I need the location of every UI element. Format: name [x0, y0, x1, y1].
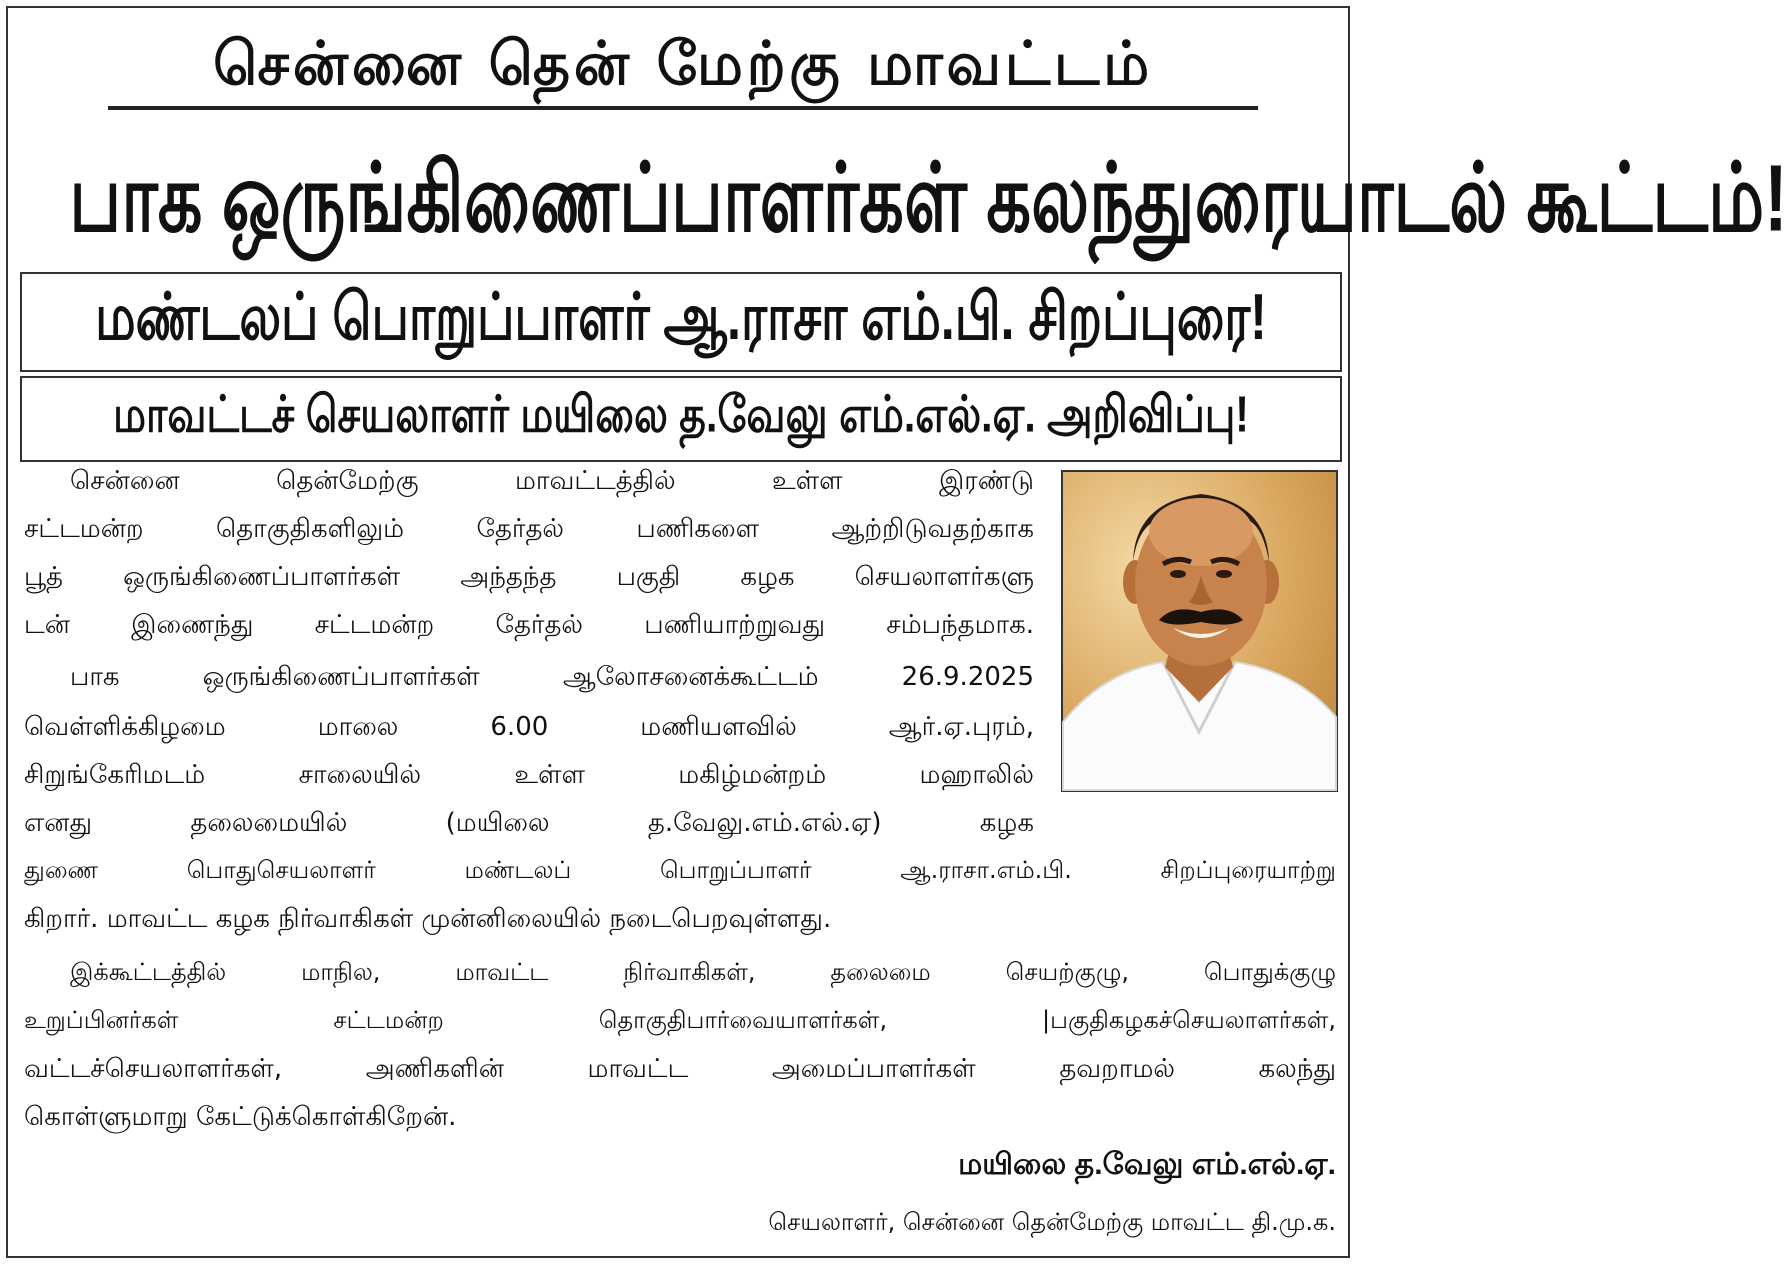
announcement-box: [20, 376, 1342, 462]
portrait-photo: [1061, 470, 1338, 792]
signatory-name: மயிலை த.வேலு எம்.எல்.ஏ.: [958, 1148, 1336, 1181]
para2-line2: வெள்ளிக்கிழமை மாலை 6.00 மணியளவில் ஆர்.ஏ.புரம்,: [24, 712, 1034, 742]
para2-line6: கிறார். மாவட்ட கழக நிர்வாகிகள் முன்னிலையில் நடைபெறவுள்ளது.: [24, 904, 832, 934]
portrait-illustration: [1063, 472, 1336, 790]
special-address-text: மண்டலப் பொறுப்பாளர் ஆ.ராசா எம்.பி. சிறப்புரை!: [95, 281, 1267, 354]
district-title: சென்னை தென் மேற்கு மாவட்டம்: [213, 29, 1153, 99]
para2-line1: பாக ஒருங்கிணைப்பாளர்கள் ஆலோசனைக்கூட்டம் 26.9.2025: [70, 662, 1034, 692]
signatory-designation: செயலாளர், சென்னை தென்மேற்கு மாவட்ட தி.மு.க.: [768, 1208, 1336, 1236]
para1-line3: பூத் ஒருங்கிணைப்பாளர்கள் அந்தந்த பகுதி கழக செயலாளர்களு: [24, 562, 1034, 592]
para3-line1: இக்கூட்டத்தில் மாநில, மாவட்ட நிர்வாகிகள், தலைமை செயற்குழு, பொதுக்குழு: [70, 958, 1336, 986]
special-address-box: [20, 272, 1342, 372]
para1-line4: டன் இணைந்து சட்டமன்ற தேர்தல் பணியாற்றுவது சம்பந்தமாக.: [24, 610, 1034, 640]
para3-line3: வட்டச்செயலாளர்கள், அணிகளின் மாவட்ட அமைப்பாளர்கள் தவறாமல் கலந்து: [24, 1054, 1336, 1084]
para2-line3: சிறுங்கேரிமடம் சாலையில் உள்ள மகிழ்மன்றம் மஹாலில்: [24, 760, 1034, 790]
announcement-text: மாவட்டச் செயலாளர் மயிலை த.வேலு எம்.எல்.ஏ. அறிவிப்பு!: [113, 386, 1249, 444]
title-underline: [108, 106, 1258, 110]
para3-line2: உறுப்பினர்கள் சட்டமன்ற தொகுதிபார்வையாளர்கள், |பகுதிகழகச்செயலாளர்கள்,: [24, 1006, 1336, 1034]
para2-line5: துணை பொதுசெயலாளர் மண்டலப் பொறுப்பாளர் ஆ.ராசா.எம்.பி. சிறப்புரையாற்று: [24, 856, 1336, 884]
para1-line2: சட்டமன்ற தொகுதிகளிலும் தேர்தல் பணிகளை ஆற்றிடுவதற்காக: [24, 514, 1034, 544]
meeting-title: பாக ஒருங்கிணைப்பாளர்கள் கலந்துரையாடல் கூட்டம்!: [69, 145, 1788, 252]
para1-line1: சென்னை தென்மேற்கு மாவட்டத்தில் உள்ள இரண்டு: [70, 466, 1034, 496]
para3-line4: கொள்ளுமாறு கேட்டுக்கொள்கிறேன்.: [24, 1102, 457, 1132]
para2-line4: எனது தலைமையில் (மயிலை த.வேலு.எம்.எல்.ஏ) கழக: [24, 808, 1034, 838]
